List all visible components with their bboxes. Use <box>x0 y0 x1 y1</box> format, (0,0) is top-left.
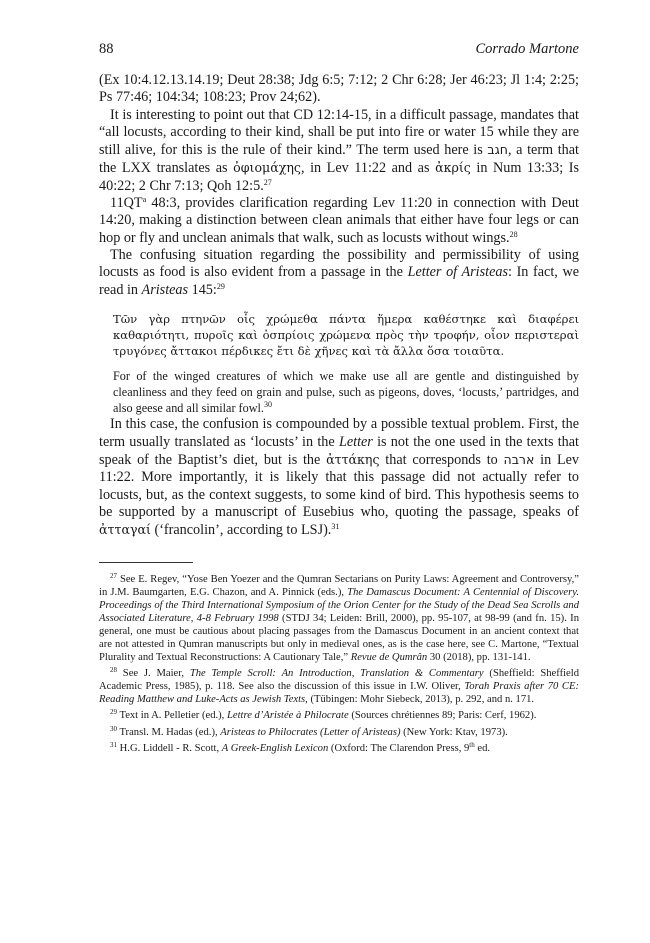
footnote-ref[interactable]: 27 <box>263 177 272 187</box>
footnote-ref[interactable]: 28 <box>509 229 518 239</box>
main-text <box>99 72 579 540</box>
greek-term: ἀκρίς <box>435 160 471 176</box>
footnotes <box>99 573 579 755</box>
greek-term: ἀττάκης <box>326 452 380 468</box>
footnote-28: $^{28}$ See J. Maier, The Temple Scroll: An Introduction, Translation & Commentary (Sheffield: Sheffield Academic Press, 1985), p. 118. See also the discussion of this issue in I.W. Oliver, Torah Praxis after 70 CE: Reading Matthew and Luke-Acts as Jewish Texts, (Tübingen: Mohr Siebeck, 2013), p. 292, and n. 171. <box>99 666 580 706</box>
page-number: 88 <box>99 41 114 57</box>
block-quote <box>113 311 579 417</box>
footnote-29: $^{29}$ Text in A. Pelletier (ed.), Lettre d’Aristée à Philocrate (Sources chrétiennes 89; Paris: Cerf, 1962). <box>110 708 537 722</box>
footnote-31: $^{31}$ H.G. Liddell - R. Scott, A Greek-English Lexicon (Oxford: The Clarendon Press, 9th ed. <box>110 740 491 754</box>
hebrew-term: ארבה <box>503 452 535 468</box>
greek-term: ὀφιομάχης <box>233 160 301 176</box>
footnote-ref[interactable]: 29 <box>216 281 225 291</box>
footnote-27: $^{27}$ See E. Regev, “Yose Ben Yoezer and the Qumran Sectarians on Purity Laws: Agreement and Controversy,” in J.M. Baumgarten, E.G. Chazon, and A. Pinnick (eds.), The Damascus Document: A Centennial of Discovery. Proceedings of the Third International Symposium of the Orion Center for the Study of the Dead Sea Scrolls and Associated Literature, 4-8 February 1998 (STDJ 34; Leiden: Brill, 2000), pp. 95-107, at 98-99 (and fn. 15). In general, one must be cautious about placing passages from the Damascus Document in an ancient context that are not attested in Qumran manuscripts but only in medieval ones, as is the case here, see C. Martone, “Textual Plurality and Textual Reconstructions: A Cautionary Tale,” Revue de Qumrân 30 (2018), pp. 131-141. <box>99 571 580 664</box>
quotation-translation: For of the winged creatures of which we make use all are gentle and distinguished by cleanliness and they feed on grain and pulse, such as pigeons, doves, ‘locusts,’ partridges, and also geese and all similar fowl.$^{30}$ <box>113 369 579 416</box>
footnote-ref[interactable]: 31 <box>331 522 340 532</box>
running-head-author: Corrado Martone <box>475 41 579 57</box>
page <box>99 40 579 758</box>
hebrew-term: חגב <box>487 142 508 158</box>
footnote-ref[interactable]: 30 <box>263 400 272 410</box>
greek-quotation: Τῶν γὰρ πτηνῶν οἷς χρώμεθα πάντα ἥμερα καθέστηκε καὶ διαφέρει καθαριότητι, πυροῖς καὶ ὀσπρίοις χρώμενα πρὸς τὴν τροφήν, οἷον περιστεραὶ τρυγόνες ἄττακοι πέρδικες ἔτι δὲ χῆνες καὶ τὰ ἄλλα ὅσα τοιαῦτα. <box>113 311 579 359</box>
running-header <box>99 40 579 72</box>
paragraph-5: In this case, the confusion is compounded by a possible textual problem. First, the term usually translated as ‘locusts’ in the Letter is not the one used in the texts that speak of the Baptist’s diet, but is the ἀττάκης that corresponds to ארבה in Lev 11:22. More importantly, it is likely that this passage did not actually refer to locusts, but, as the context suggests, to some kind of bird. This hypothesis seems to be supported by a manuscript of Eusebius who, quoting the passage, speaks of ἀτταγαί (‘francolin’, according to LSJ).$^{31}$ <box>99 416 580 539</box>
paragraph-2: It is interesting to point out that CD 12:14-15, in a difficult passage, mandates that “all locusts, according to their kind, shall be put into fire or water 15 while they are still alive, for this is the rule of their kind.” The term used here is חגב, a term that the LXX translates as ὀφιομάχης, in Lev 11:22 and as ἀκρίς in Num 13:33; Is 40:22; 2 Chr 7:13; Qoh 12:5.27 <box>99 106 579 194</box>
greek-term: ἀτταγαί <box>99 522 151 538</box>
paragraph-3: $11QT^a$ 48:3, provides clarification regarding Lev 11:20 in connection with Deut 14:20, making a distinction between clean animals that either have four legs or can hop or fly and unclean animals that walk, such as locusts without wings.$^{28}$ <box>99 195 579 246</box>
footnote-30: $^{30}$ Transl. M. Hadas (ed.), Aristeas to Philocrates (Letter of Aristeas) (New York: Ktav, 1973). <box>110 724 508 738</box>
footnote-divider <box>99 562 193 563</box>
paragraph-4: The confusing situation regarding the possibility and permissibility of using locusts as food is also evident from a passage in the Letter of Aristeas: In fact, we read in Aristeas 145:$^{29}$ <box>99 246 579 298</box>
paragraph-1: (Ex 10:4.12.13.14.19; Deut 28:38; Jdg 6:5; 7:12; 2 Chr 6:28; Jer 46:23; Jl 1:4; 2:25; Ps 77:46; 104:34; 108:23; Prov 24;62). <box>99 72 579 106</box>
